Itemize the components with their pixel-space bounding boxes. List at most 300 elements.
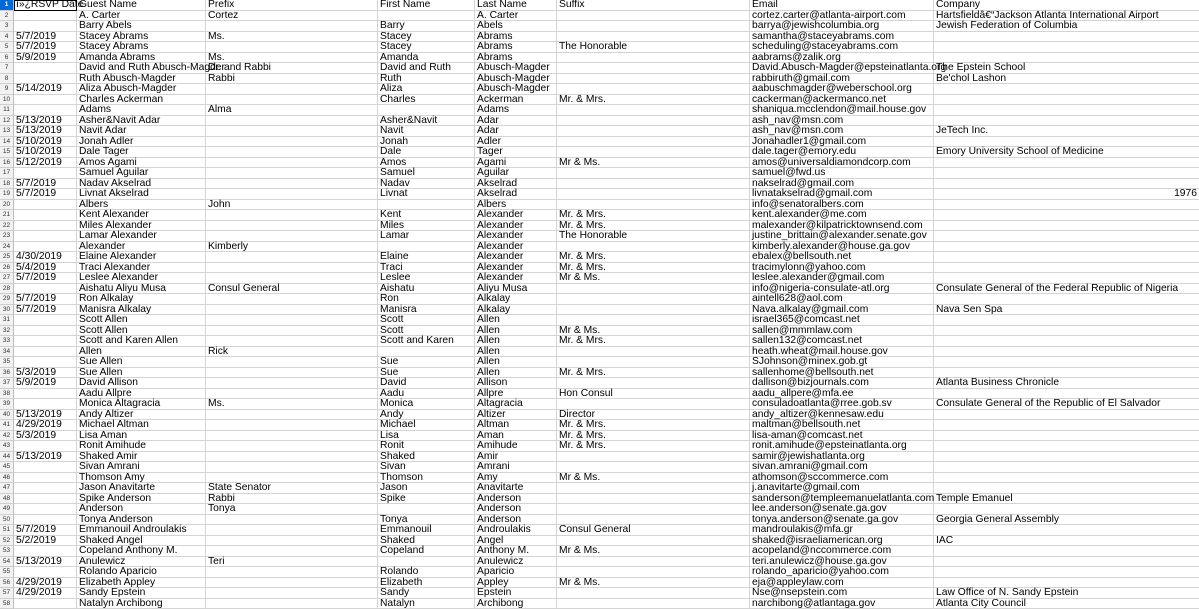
cell-prefix[interactable]: Teri — [206, 557, 378, 568]
cell-prefix[interactable] — [206, 95, 378, 106]
table-row[interactable] — [0, 557, 1199, 568]
cell-suffix[interactable]: Mr & Ms. — [557, 546, 750, 557]
cell-rsvp-date[interactable] — [14, 221, 77, 232]
cell-last-name[interactable]: Allen — [475, 357, 557, 368]
cell-email[interactable]: heath.wheat@mail.house.gov — [750, 347, 934, 358]
cell-last-name[interactable]: Anulewicz — [475, 557, 557, 568]
row-number[interactable]: 16 — [0, 158, 14, 169]
cell-last-name[interactable]: Epstein — [475, 588, 557, 599]
cell-first-name[interactable]: Livnat — [378, 189, 475, 200]
cell-guest-name[interactable]: David and Ruth Abusch-Magder — [79, 62, 225, 73]
row-number[interactable]: 49 — [0, 504, 14, 515]
cell-prefix[interactable] — [206, 252, 378, 263]
cell-rsvp-date[interactable] — [14, 231, 77, 242]
cell-suffix[interactable]: Mr. & Mrs. — [557, 263, 750, 274]
cell-prefix[interactable] — [206, 357, 378, 368]
table-row[interactable] — [0, 588, 1199, 599]
cell-email[interactable]: shaniqua.mcclendon@mail.house.gov — [750, 105, 934, 116]
table-row[interactable] — [0, 441, 1199, 452]
table-row[interactable] — [0, 210, 1199, 221]
cell-last-name[interactable]: Alkalay — [475, 305, 557, 316]
table-row[interactable] — [0, 294, 1199, 305]
cell-email[interactable]: lee.anderson@senate.ga.gov — [750, 504, 934, 515]
cell-suffix[interactable] — [557, 105, 750, 116]
row-number[interactable]: 45 — [0, 462, 14, 473]
header-row[interactable] — [0, 0, 1199, 11]
cell-first-name[interactable]: Spike — [378, 494, 475, 505]
cell-company[interactable]: The Epstein School — [934, 63, 1199, 74]
cell-guest-name[interactable]: Jonah Adler — [77, 137, 206, 148]
cell-prefix[interactable] — [206, 525, 378, 536]
cell-company[interactable] — [934, 557, 1199, 568]
cell-email[interactable]: ebalex@bellsouth.net — [750, 252, 934, 263]
cell-suffix[interactable]: Mr. & Mrs. — [557, 252, 750, 263]
cell-suffix[interactable] — [557, 168, 750, 179]
cell-suffix[interactable]: Mr. & Mrs. — [557, 420, 750, 431]
table-row[interactable] — [0, 599, 1199, 609]
cell-first-name[interactable]: Elaine — [378, 252, 475, 263]
cell-suffix[interactable] — [557, 53, 750, 64]
table-row[interactable] — [0, 420, 1199, 431]
cell-guest-name[interactable]: Amos Agami — [77, 158, 206, 169]
cell-email[interactable]: ash_nav@msn.com — [750, 126, 934, 137]
cell-first-name[interactable]: Tonya — [378, 515, 475, 526]
cell-prefix[interactable]: Cortez — [206, 11, 378, 22]
cell-rsvp-date[interactable]: 5/14/2019 — [14, 84, 77, 95]
cell-guest-name[interactable]: Leslee Alexander — [77, 273, 206, 284]
cell-rsvp-date[interactable] — [14, 483, 77, 494]
cell-prefix[interactable] — [206, 179, 378, 190]
cell-suffix[interactable] — [557, 147, 750, 158]
cell-last-name[interactable]: Alexander — [475, 210, 557, 221]
cell-last-name[interactable]: Androulakis — [475, 525, 557, 536]
cell-company[interactable]: IAC — [934, 536, 1199, 547]
cell-suffix[interactable] — [557, 462, 750, 473]
cell-last-name[interactable]: Allen — [475, 368, 557, 379]
cell-first-name[interactable]: Aliza — [378, 84, 475, 95]
cell-rsvp-date[interactable]: 5/7/2019 — [14, 42, 77, 53]
cell-suffix[interactable]: The Honorable — [557, 42, 750, 53]
cell-guest-name[interactable]: Barry Abels — [77, 21, 206, 32]
cell-first-name[interactable]: Rolando — [378, 567, 475, 578]
cell-company[interactable] — [934, 273, 1199, 284]
cell-guest-name[interactable]: Traci Alexander — [77, 263, 206, 274]
cell-guest-name[interactable]: Dale Tager — [77, 147, 206, 158]
cell-company[interactable]: Hartsfieldâ€“Jackson Atlanta International Airport — [934, 11, 1199, 22]
cell-last-name[interactable]: Anderson — [475, 515, 557, 526]
cell-email[interactable]: consuladoatlanta@rree.gob.sv — [750, 399, 934, 410]
table-row[interactable] — [0, 525, 1199, 536]
cell-rsvp-date[interactable]: 5/10/2019 — [14, 147, 77, 158]
row-number[interactable]: 29 — [0, 294, 14, 305]
cell-email[interactable]: j.anavitarte@gmail.com — [750, 483, 934, 494]
row-number[interactable]: 10 — [0, 95, 14, 106]
cell-suffix[interactable] — [557, 11, 750, 22]
cell-company[interactable] — [934, 294, 1199, 305]
cell-first-name[interactable]: Lisa — [378, 431, 475, 442]
table-row[interactable] — [0, 105, 1199, 116]
cell-guest-name[interactable]: Kent Alexander — [77, 210, 206, 221]
cell-first-name[interactable]: Navit — [378, 126, 475, 137]
cell-company[interactable] — [934, 95, 1199, 106]
cell-guest-name[interactable]: Sivan Amrani — [77, 462, 206, 473]
cell-rsvp-date[interactable] — [14, 399, 77, 410]
cell-last-name[interactable]: Alexander — [475, 263, 557, 274]
cell-guest-name[interactable]: Elaine Alexander — [77, 252, 206, 263]
cell-first-name[interactable]: Amos — [378, 158, 475, 169]
cell-company[interactable]: Atlanta City Council — [934, 599, 1199, 609]
row-number[interactable]: 23 — [0, 231, 14, 242]
table-row[interactable] — [0, 42, 1199, 53]
cell-rsvp-date[interactable] — [14, 95, 77, 106]
cell-last-name[interactable]: Alexander — [475, 273, 557, 284]
cell-last-name[interactable]: Anderson — [475, 494, 557, 505]
cell-suffix[interactable]: Mr. & Mrs. — [557, 336, 750, 347]
row-number[interactable]: 12 — [0, 116, 14, 127]
cell-email[interactable]: scheduling@staceyabrams.com — [750, 42, 934, 53]
cell-last-name[interactable]: Amrani — [475, 462, 557, 473]
row-number[interactable]: 40 — [0, 410, 14, 421]
cell-email[interactable]: mandroulakis@mfa.gr — [750, 525, 934, 536]
cell-guest-name[interactable]: Sue Allen — [77, 357, 206, 368]
cell-company[interactable] — [934, 347, 1199, 358]
cell-suffix[interactable] — [557, 494, 750, 505]
cell-company[interactable] — [934, 452, 1199, 463]
cell-prefix[interactable] — [206, 116, 378, 127]
cell-first-name[interactable]: Leslee — [378, 273, 475, 284]
row-number[interactable]: 8 — [0, 74, 14, 85]
cell-last-name[interactable]: Allen — [475, 326, 557, 337]
cell-company[interactable] — [934, 420, 1199, 431]
table-row[interactable] — [0, 168, 1199, 179]
cell-prefix[interactable] — [206, 126, 378, 137]
cell-email[interactable]: shaked@israeliamerican.org — [750, 536, 934, 547]
cell-last-name[interactable]: Abrams — [475, 53, 557, 64]
cell-rsvp-date[interactable] — [14, 473, 77, 484]
cell-suffix[interactable]: Mr & Ms. — [557, 473, 750, 484]
cell-last-name[interactable]: Amir — [475, 452, 557, 463]
cell-prefix[interactable] — [206, 189, 378, 200]
cell-company[interactable] — [934, 179, 1199, 190]
cell-guest-name[interactable]: Andy Altizer — [77, 410, 206, 421]
cell-last-name[interactable]: Aman — [475, 431, 557, 442]
cell-prefix[interactable]: State Senator — [206, 483, 378, 494]
row-number[interactable]: 53 — [0, 546, 14, 557]
cell-guest-name[interactable]: Manisra Alkalay — [77, 305, 206, 316]
cell-rsvp-date[interactable]: 5/13/2019 — [14, 452, 77, 463]
cell-prefix[interactable]: Kimberly — [206, 242, 378, 253]
cell-company[interactable] — [934, 263, 1199, 274]
cell-suffix[interactable] — [557, 294, 750, 305]
cell-email[interactable]: athomson@sccommerce.com — [750, 473, 934, 484]
cell-prefix[interactable] — [206, 263, 378, 274]
cell-rsvp-date[interactable]: 5/10/2019 — [14, 137, 77, 148]
cell-last-name[interactable]: Adams — [475, 105, 557, 116]
table-row[interactable] — [0, 74, 1199, 85]
row-number[interactable]: 22 — [0, 221, 14, 232]
cell-company[interactable] — [934, 242, 1199, 253]
cell-email[interactable]: israel365@comcast.net — [750, 315, 934, 326]
cell-prefix[interactable] — [206, 599, 378, 609]
table-row[interactable] — [0, 473, 1199, 484]
row-number[interactable]: 13 — [0, 126, 14, 137]
cell-rsvp-date[interactable]: 5/4/2019 — [14, 263, 77, 274]
cell-first-name[interactable]: Dale — [378, 147, 475, 158]
cell-prefix[interactable]: Dr. and Rabbi — [206, 63, 378, 74]
cell-rsvp-date[interactable] — [14, 599, 77, 609]
cell-guest-name[interactable]: Allen — [77, 347, 206, 358]
cell-first-name[interactable]: Sandy — [378, 588, 475, 599]
cell-company[interactable] — [934, 567, 1199, 578]
cell-last-name[interactable]: Allen — [475, 347, 557, 358]
cell-company[interactable] — [934, 42, 1199, 53]
cell-email[interactable]: dallison@bizjournals.com — [750, 378, 934, 389]
cell-prefix[interactable]: Ms. — [206, 399, 378, 410]
table-row[interactable] — [0, 252, 1199, 263]
row-number[interactable]: 20 — [0, 200, 14, 211]
cell-last-name[interactable]: Abels — [475, 21, 557, 32]
cell-first-name[interactable]: David — [378, 378, 475, 389]
cell-guest-name[interactable]: Sue Allen — [77, 368, 206, 379]
cell-guest-name[interactable]: Tonya Anderson — [77, 515, 206, 526]
cell-company[interactable]: Consulate General of the Republic of El Salvador — [934, 399, 1199, 410]
cell-prefix[interactable]: Alma — [206, 105, 378, 116]
cell-suffix[interactable] — [557, 399, 750, 410]
cell-guest-name[interactable]: Amanda Abrams — [77, 53, 206, 64]
cell-suffix[interactable] — [557, 63, 750, 74]
cell-suffix[interactable]: Director — [557, 410, 750, 421]
header-cell-prefix[interactable]: Prefix — [206, 0, 378, 11]
cell-email[interactable]: dale.tager@emory.edu — [750, 147, 934, 158]
cell-company[interactable] — [934, 252, 1199, 263]
cell-guest-name[interactable]: Lisa Aman — [77, 431, 206, 442]
cell-last-name[interactable]: Abusch-Magder — [475, 63, 557, 74]
cell-suffix[interactable]: Hon Consul — [557, 389, 750, 400]
cell-prefix[interactable] — [206, 273, 378, 284]
cell-first-name[interactable] — [378, 504, 475, 515]
cell-first-name[interactable]: Aadu — [378, 389, 475, 400]
cell-rsvp-date[interactable] — [14, 441, 77, 452]
cell-guest-name[interactable]: Alexander — [77, 242, 206, 253]
cell-company[interactable]: Emory University School of Medicine — [934, 147, 1199, 158]
cell-company[interactable]: JeTech Inc. — [934, 126, 1199, 137]
cell-last-name[interactable]: Altagracia — [475, 399, 557, 410]
cell-company[interactable] — [934, 441, 1199, 452]
cell-email[interactable]: eja@appleylaw.com — [750, 578, 934, 589]
table-row[interactable] — [0, 84, 1199, 95]
cell-first-name[interactable]: Jonah — [378, 137, 475, 148]
cell-first-name[interactable]: Shaked — [378, 452, 475, 463]
cell-company[interactable]: Be'chol Lashon — [934, 74, 1199, 85]
cell-last-name[interactable]: Alkalay — [475, 294, 557, 305]
row-number[interactable]: 30 — [0, 305, 14, 316]
cell-guest-name[interactable]: Scott and Karen Allen — [77, 336, 206, 347]
cell-prefix[interactable] — [206, 336, 378, 347]
cell-guest-name[interactable]: Thomson Amy — [77, 473, 206, 484]
cell-guest-name[interactable]: Albers — [77, 200, 206, 211]
cell-company[interactable] — [934, 189, 1199, 200]
cell-prefix[interactable] — [206, 378, 378, 389]
cell-suffix[interactable] — [557, 189, 750, 200]
cell-rsvp-date[interactable] — [14, 21, 77, 32]
cell-first-name[interactable]: Ruth — [378, 74, 475, 85]
row-number[interactable]: 1 — [0, 0, 14, 11]
cell-suffix[interactable] — [557, 567, 750, 578]
cell-company[interactable]: Atlanta Business Chronicle — [934, 378, 1199, 389]
cell-first-name[interactable]: David and Ruth — [378, 63, 475, 74]
cell-rsvp-date[interactable] — [14, 105, 77, 116]
cell-company[interactable] — [934, 483, 1199, 494]
cell-email[interactable]: nakselrad@gmail.com — [750, 179, 934, 190]
cell-email[interactable]: lisa-aman@comcast.net — [750, 431, 934, 442]
cell-suffix[interactable] — [557, 84, 750, 95]
cell-last-name[interactable]: Tager — [475, 147, 557, 158]
cell-guest-name[interactable]: Monica Altagracia — [77, 399, 206, 410]
cell-rsvp-date[interactable]: 5/13/2019 — [14, 126, 77, 137]
cell-email[interactable]: acopeland@nccommerce.com — [750, 546, 934, 557]
cell-company[interactable]: Georgia General Assembly — [934, 515, 1199, 526]
row-number[interactable]: 15 — [0, 147, 14, 158]
cell-suffix[interactable] — [557, 599, 750, 609]
cell-first-name[interactable]: Michael — [378, 420, 475, 431]
cell-prefix[interactable] — [206, 315, 378, 326]
row-number[interactable]: 57 — [0, 588, 14, 599]
cell-first-name[interactable]: Thomson — [378, 473, 475, 484]
cell-rsvp-date[interactable] — [14, 546, 77, 557]
cell-rsvp-date[interactable] — [14, 504, 77, 515]
table-row[interactable] — [0, 315, 1199, 326]
cell-rsvp-date[interactable] — [14, 462, 77, 473]
cell-guest-name[interactable]: Jason Anavitarte — [77, 483, 206, 494]
cell-prefix[interactable] — [206, 431, 378, 442]
row-number[interactable]: 34 — [0, 347, 14, 358]
row-number[interactable]: 33 — [0, 336, 14, 347]
cell-suffix[interactable] — [557, 452, 750, 463]
cell-last-name[interactable]: Allen — [475, 336, 557, 347]
cell-email[interactable]: tonya.anderson@senate.ga.gov — [750, 515, 934, 526]
header-cell-company[interactable]: Company — [934, 0, 1199, 11]
cell-first-name[interactable]: Sue — [378, 368, 475, 379]
cell-email[interactable]: SJohnson@minex.gob.gt — [750, 357, 934, 368]
cell-last-name[interactable]: Alexander — [475, 252, 557, 263]
cell-rsvp-date[interactable] — [14, 347, 77, 358]
cell-email[interactable]: aadu_allpere@mfa.ee — [750, 389, 934, 400]
cell-last-name[interactable]: Alexander — [475, 221, 557, 232]
header-cell-suffix[interactable]: Suffix — [557, 0, 750, 11]
table-row[interactable] — [0, 504, 1199, 515]
cell-prefix[interactable] — [206, 588, 378, 599]
cell-rsvp-date[interactable] — [14, 63, 77, 74]
cell-suffix[interactable] — [557, 284, 750, 295]
row-number[interactable]: 25 — [0, 252, 14, 263]
cell-suffix[interactable] — [557, 21, 750, 32]
cell-guest-name[interactable]: Anderson — [77, 504, 206, 515]
cell-email[interactable]: cortez.carter@atlanta-airport.com — [750, 11, 934, 22]
cell-prefix[interactable]: Ms. — [206, 32, 378, 43]
cell-prefix[interactable] — [206, 305, 378, 316]
cell-prefix[interactable] — [206, 515, 378, 526]
cell-first-name[interactable]: Andy — [378, 410, 475, 421]
cell-prefix[interactable] — [206, 147, 378, 158]
table-row[interactable] — [0, 179, 1199, 190]
cell-guest-name[interactable]: Stacey Abrams — [77, 32, 206, 43]
row-number[interactable]: 9 — [0, 84, 14, 95]
cell-rsvp-date[interactable]: 5/9/2019 — [14, 378, 77, 389]
cell-prefix[interactable] — [206, 221, 378, 232]
cell-last-name[interactable]: Abrams — [475, 32, 557, 43]
cell-rsvp-date[interactable]: 5/7/2019 — [14, 189, 77, 200]
cell-suffix[interactable] — [557, 378, 750, 389]
cell-rsvp-date[interactable] — [14, 210, 77, 221]
cell-first-name[interactable] — [378, 105, 475, 116]
cell-prefix[interactable]: Rabbi — [206, 74, 378, 85]
table-row[interactable] — [0, 483, 1199, 494]
cell-prefix[interactable] — [206, 546, 378, 557]
cell-first-name[interactable]: Scott and Karen — [378, 336, 475, 347]
cell-first-name[interactable]: Scott — [378, 326, 475, 337]
cell-suffix[interactable] — [557, 116, 750, 127]
cell-suffix[interactable]: Mr & Ms. — [557, 326, 750, 337]
row-number[interactable]: 5 — [0, 42, 14, 53]
cell-company[interactable]: Consulate General of the Federal Republic of Nigeria — [934, 284, 1199, 295]
cell-suffix[interactable] — [557, 305, 750, 316]
cell-rsvp-date[interactable]: 5/3/2019 — [14, 368, 77, 379]
cell-suffix[interactable]: Mr. & Mrs. — [557, 210, 750, 221]
table-row[interactable] — [0, 273, 1199, 284]
cell-prefix[interactable] — [206, 137, 378, 148]
cell-email[interactable]: narchibong@atlantaga.gov — [750, 599, 934, 609]
cell-suffix[interactable] — [557, 588, 750, 599]
row-number[interactable]: 11 — [0, 105, 14, 116]
cell-prefix[interactable] — [206, 389, 378, 400]
cell-rsvp-date[interactable] — [14, 567, 77, 578]
cell-last-name[interactable]: Altizer — [475, 410, 557, 421]
table-row[interactable] — [0, 126, 1199, 137]
cell-last-name[interactable]: Akselrad — [475, 189, 557, 200]
row-number[interactable]: 51 — [0, 525, 14, 536]
cell-prefix[interactable] — [206, 452, 378, 463]
row-number[interactable]: 2 — [0, 11, 14, 22]
cell-rsvp-date[interactable]: 5/12/2019 — [14, 158, 77, 169]
cell-suffix[interactable]: Mr. & Mrs. — [557, 441, 750, 452]
cell-guest-name[interactable]: Ron Alkalay — [77, 294, 206, 305]
row-number[interactable]: 19 — [0, 189, 14, 200]
cell-guest-name[interactable]: Aishatu Aliyu Musa — [77, 284, 206, 295]
table-row[interactable] — [0, 158, 1199, 169]
cell-suffix[interactable] — [557, 179, 750, 190]
cell-guest-name[interactable]: Ronit Amihude — [77, 441, 206, 452]
cell-suffix[interactable]: The Honorable — [557, 231, 750, 242]
cell-rsvp-date[interactable]: 4/29/2019 — [14, 420, 77, 431]
cell-prefix[interactable] — [206, 294, 378, 305]
row-number[interactable]: 24 — [0, 242, 14, 253]
cell-last-name[interactable]: Akselrad — [475, 179, 557, 190]
cell-guest-name[interactable]: Scott Allen — [77, 315, 206, 326]
cell-rsvp-date[interactable]: 4/29/2019 — [14, 578, 77, 589]
cell-prefix[interactable]: Ms. — [206, 53, 378, 64]
cell-rsvp-date[interactable]: 4/30/2019 — [14, 252, 77, 263]
cell-email[interactable]: Jonahadler1@gmail.com — [750, 137, 934, 148]
header-cell-email[interactable]: Email — [750, 0, 934, 11]
cell-first-name[interactable]: Kent — [378, 210, 475, 221]
cell-email[interactable]: sallen@mmmlaw.com — [750, 326, 934, 337]
cell-first-name[interactable]: Copeland — [378, 546, 475, 557]
header-cell-first-name[interactable]: First Name — [378, 0, 475, 11]
row-number[interactable]: 50 — [0, 515, 14, 526]
cell-email[interactable]: sallenhome@bellsouth.net — [750, 368, 934, 379]
cell-email[interactable]: teri.anulewicz@house.ga.gov — [750, 557, 934, 568]
table-row[interactable] — [0, 189, 1199, 200]
